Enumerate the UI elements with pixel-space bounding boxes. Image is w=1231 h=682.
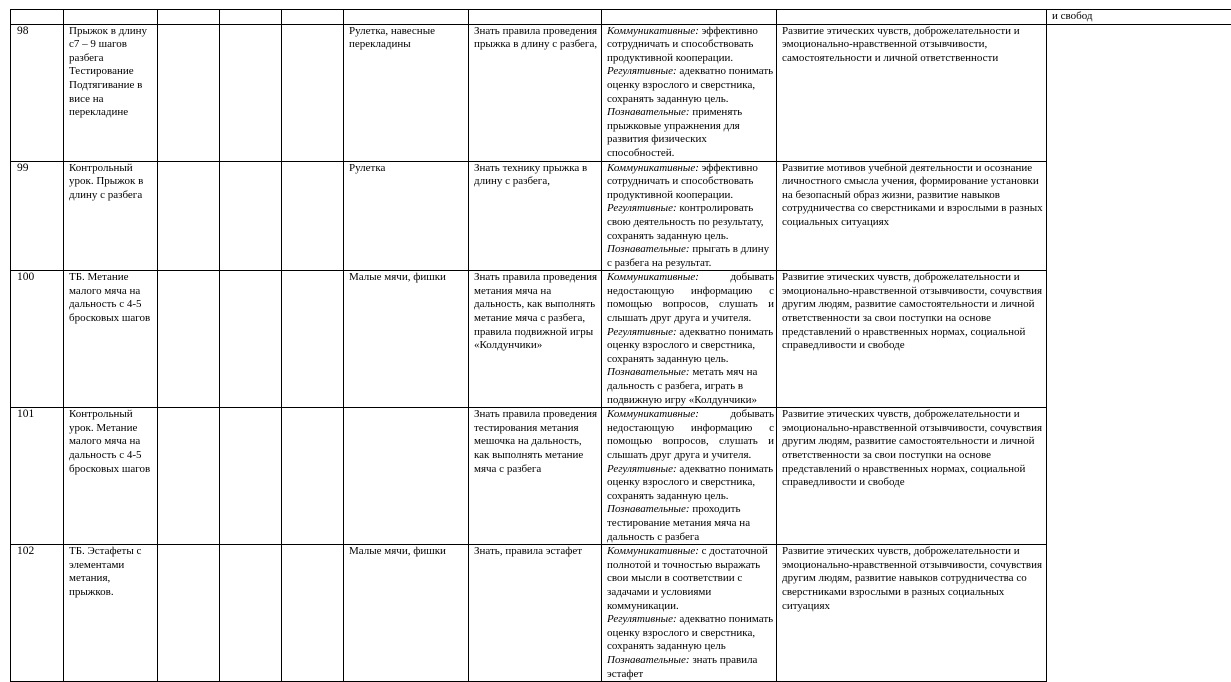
communicative-text: эффективно сотрудничать и способствовать продуктивной кооперации.	[607, 25, 758, 64]
universal-learning-actions	[602, 161, 777, 271]
universal-learning-actions	[602, 408, 777, 545]
cognitive-text: прыгать в длину с разбега на результат.	[607, 243, 769, 269]
empty-cell	[282, 408, 344, 545]
table-row	[11, 408, 1231, 545]
lesson-topic: Прыжок в длину с7 – 9 шагов разбега Тестирование Подтягивание в висе на перекладине	[64, 24, 158, 161]
lesson-number: 98	[11, 24, 64, 161]
lesson-equipment: Малые мячи, фишки	[344, 545, 469, 682]
cognitive-label: Познавательные:	[607, 503, 690, 515]
table-row	[11, 545, 1231, 682]
table-row	[11, 10, 1231, 25]
table-cell	[64, 10, 158, 25]
lesson-topic: ТБ. Метание малого мяча на дальность с 4-5 бросковых шагов	[64, 271, 158, 408]
lesson-number: 99	[11, 161, 64, 271]
lesson-equipment: Рулетка	[344, 161, 469, 271]
empty-cell	[220, 408, 282, 545]
communicative-text: эффективно сотрудничать и способствовать продуктивной кооперации.	[607, 162, 758, 201]
lesson-equipment: Рулетка, навесные перекладины	[344, 24, 469, 161]
lesson-knowledge: Знать технику прыжка в длину с разбега,	[469, 161, 602, 271]
cognitive-label: Познавательные:	[607, 654, 690, 666]
lesson-number: 102	[11, 545, 64, 682]
table-row	[11, 24, 1231, 161]
cognitive-text: знать правила эстафет	[607, 654, 757, 680]
empty-cell	[282, 545, 344, 682]
empty-cell	[282, 161, 344, 271]
regulatory-label: Регулятивные:	[607, 613, 677, 625]
lesson-equipment: Малые мячи, фишки	[344, 271, 469, 408]
table-cell	[158, 10, 220, 25]
lesson-equipment	[344, 408, 469, 545]
empty-cell	[158, 24, 220, 161]
empty-cell	[158, 408, 220, 545]
empty-cell	[220, 24, 282, 161]
regulatory-text: адекватно понимать оценку взрослого и сверстника, сохранять заданную цель.	[607, 65, 773, 104]
empty-cell	[158, 271, 220, 408]
communicative-text: добывать недостающую информацию с помощью вопросов, слушать и слышать друг друга и учителя.	[607, 271, 774, 324]
communicative-text: добывать недостающую информацию с помощью вопросов, слушать и слышать друг друга и учителя.	[607, 408, 774, 461]
communicative-label: Коммуникативные:	[607, 25, 699, 37]
empty-cell	[220, 545, 282, 682]
lesson-knowledge: Знать правила проведения метания мяча на дальность, как выполнять метание мяча с разбега, правила подвижной игры «Колдунчики»	[469, 271, 602, 408]
lesson-plan-table	[10, 9, 1231, 682]
empty-cell	[220, 271, 282, 408]
lesson-topic: Контрольный урок. Прыжок в длину с разбега	[64, 161, 158, 271]
lesson-topic: ТБ. Эстафеты с элементами метания, прыжков.	[64, 545, 158, 682]
communicative-label: Коммуникативные:	[607, 271, 699, 283]
cognitive-text: проходить тестирование метания мяча на дальность с разбега	[607, 503, 750, 542]
table-cell	[11, 10, 64, 25]
table-cell	[777, 10, 1047, 25]
communicative-label: Коммуникативные:	[607, 162, 699, 174]
cognitive-label: Познавательные:	[607, 243, 690, 255]
universal-learning-actions	[602, 271, 777, 408]
universal-learning-actions	[602, 24, 777, 161]
table-cell	[220, 10, 282, 25]
cognitive-label: Познавательные:	[607, 366, 690, 378]
regulatory-text: адекватно понимать оценку взрослого и сверстника, сохранять заданную цель	[607, 613, 773, 652]
table-cell	[344, 10, 469, 25]
regulatory-text: контролировать свою деятельность по результату, сохранять заданную цель.	[607, 202, 764, 241]
empty-cell	[282, 24, 344, 161]
table-row	[11, 271, 1231, 408]
cognitive-label: Познавательные:	[607, 106, 690, 118]
lesson-knowledge: Знать правила проведения прыжка в длину с разбега,	[469, 24, 602, 161]
personal-results-cell: Развитие этических чувств, доброжелательности и эмоционально-нравственной отзывчивости, сочувствия другим людям, развитие самостоятельности и личной ответственности за свои поступки на основе представлений о нравственных нормах, социальной справедливости и свободе	[777, 271, 1047, 408]
table-row	[11, 161, 1231, 271]
regulatory-label: Регулятивные:	[607, 326, 677, 338]
personal-results-cell: Развитие этических чувств, доброжелательности и эмоционально-нравственной отзывчивости, сочувствия другим людям, развитие навыков сотрудничества со сверстниками взрослыми в разных социальных ситуациях	[777, 545, 1047, 682]
table-cell	[282, 10, 344, 25]
lesson-number: 101	[11, 408, 64, 545]
table-cell	[602, 10, 777, 25]
communicative-label: Коммуникативные:	[607, 408, 699, 420]
personal-results-cell: Развитие мотивов учебной деятельности и осознание личностного смысла учения, формирование установки на безопасный образ жизни, развитие навыков сотрудничества со сверстниками и взрослыми в разных социальных ситуациях	[777, 161, 1047, 271]
lesson-plan-sheet	[10, 9, 1231, 682]
regulatory-text: адекватно понимать оценку взрослого и сверстника, сохранять заданную цель.	[607, 463, 773, 502]
empty-cell	[220, 161, 282, 271]
table-cell	[469, 10, 602, 25]
universal-learning-actions	[602, 545, 777, 682]
regulatory-text: адекватно понимать оценку взрослого и сверстника, сохранять заданную цель.	[607, 326, 773, 365]
lesson-topic: Контрольный урок. Метание малого мяча на дальность с 4-5 бросковых шагов	[64, 408, 158, 545]
personal-results-cell: Развитие этических чувств, доброжелательности и эмоционально-нравственной отзывчивости, самостоятельности и личной ответственности	[777, 24, 1047, 161]
regulatory-label: Регулятивные:	[607, 202, 677, 214]
communicative-text: с достаточной полнотой и точностью выражать свои мысли в соответствии с задачами и условиями коммуникации.	[607, 545, 768, 611]
empty-cell	[282, 271, 344, 408]
empty-cell	[158, 545, 220, 682]
cognitive-text: метать мяч на дальность с разбега, играть в подвижную игру «Колдунчики»	[607, 366, 757, 405]
regulatory-label: Регулятивные:	[607, 65, 677, 77]
lesson-knowledge: Знать, правила эстафет	[469, 545, 602, 682]
lesson-knowledge: Знать правила проведения тестирования метания мешочка на дальность, как выполнять метание мяча с разбега	[469, 408, 602, 545]
communicative-label: Коммуникативные:	[607, 545, 699, 557]
cognitive-text: применять прыжковые упражнения для развития физических способностей.	[607, 106, 742, 159]
lesson-number: 100	[11, 271, 64, 408]
personal-results-cell: Развитие этических чувств, доброжелательности и эмоционально-нравственной отзывчивости, сочувствия другим людям, развитие самостоятельности и личной ответственности за свои поступки на основе представлений о нравственных нормах, социальной справедливости и свободе	[777, 408, 1047, 545]
regulatory-label: Регулятивные:	[607, 463, 677, 475]
empty-cell	[158, 161, 220, 271]
personal-results-cell: и свобод	[1047, 10, 1231, 25]
